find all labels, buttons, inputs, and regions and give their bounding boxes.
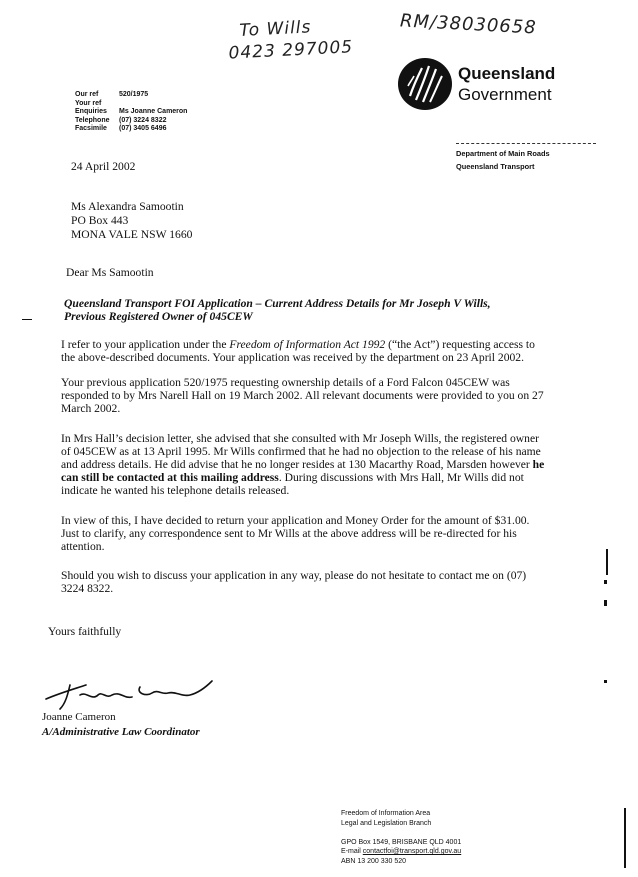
- handwritten-note-line1: To Wills: [238, 17, 312, 42]
- reference-value: 520/1975: [119, 91, 149, 98]
- subject-line-1: Queensland Transport FOI Application – Current Address Details for Mr Joseph V Wills,: [64, 297, 491, 310]
- department-name: Department of Main Roads: [456, 149, 550, 158]
- signatory-name: Joanne Cameron: [42, 711, 116, 723]
- closing: Yours faithfully: [48, 625, 122, 638]
- letter-date: 24 April 2002: [71, 160, 136, 173]
- reference-label: Your ref: [75, 99, 102, 107]
- footer-area: Freedom of Information Area: [341, 810, 431, 817]
- reference-row: [75, 100, 187, 109]
- signature-mark: [40, 673, 220, 713]
- paragraph-1-end: (“the Act”) requesting access to the above-described documents. Your application was received by the department on 23 April 2002.: [61, 338, 535, 364]
- footer-email-row: [341, 847, 461, 857]
- reference-value: (07) 3224 8322: [119, 116, 167, 124]
- paragraph-3-start: In Mrs Hall’s decision letter, she advised that she consulted with Mr Joseph Wills, the registered owner of 045CEW as at 13 April 1995. Mr Wills confirmed that he had no objection to the release of his name and address details. He did advise that he no longer resides at 130 Macarthy Road, Marsden however: [61, 432, 541, 471]
- margin-mark-right-5: [624, 808, 626, 868]
- paragraph-3-end: . During discussions with Mrs Hall, Mr Wills did not indicate he wanted his telephone details released.: [61, 471, 524, 497]
- margin-mark-right-4: [604, 680, 607, 683]
- reference-label: Our ref: [75, 91, 99, 98]
- reference-row: [75, 91, 187, 100]
- footer-block: [341, 809, 461, 867]
- footer-branch: Legal and Legislation Branch: [341, 819, 432, 827]
- reference-label: Facsimile: [75, 125, 107, 133]
- paragraph-4: In view of this, I have decided to return your application and Money Order for the amount of $31.00. Just to clarify, any correspondence sent to Mr Wills at the above address will be re-directed for his attention.: [61, 514, 530, 553]
- margin-mark-right-2: [604, 580, 607, 584]
- paragraph-1: [61, 338, 549, 364]
- signatory-title: A/Administrative Law Coordinator: [42, 726, 200, 738]
- reference-row: [75, 125, 187, 134]
- reference-label: Telephone: [75, 116, 110, 124]
- subject-line: [64, 297, 564, 323]
- recipient-name: Ms Alexandra Samootin: [71, 200, 184, 213]
- handwritten-note-line2: 0423 297005: [228, 37, 354, 64]
- department-rule: [456, 143, 596, 144]
- handwritten-note: [227, 14, 369, 63]
- reference-label: Enquiries: [75, 108, 107, 116]
- margin-mark-right-1: [606, 549, 608, 575]
- logo-government: Government: [458, 85, 552, 104]
- handwritten-file-number: RM/38030658: [399, 10, 538, 39]
- footer-email-label: E-mail: [341, 848, 363, 856]
- department-block: [456, 149, 550, 171]
- reference-value: Ms Joanne Cameron: [119, 108, 188, 116]
- subject-line-2: Previous Registered Owner of 045CEW: [64, 310, 253, 323]
- department-agency: Queensland Transport: [456, 162, 535, 171]
- reference-row: [75, 117, 187, 126]
- reference-value: (07) 3405 6496: [119, 125, 167, 133]
- salutation: Dear Ms Samootin: [66, 266, 154, 279]
- paragraph-1-act: Freedom of Information Act 1992: [229, 338, 386, 351]
- recipient-box: PO Box 443: [71, 214, 129, 227]
- paragraph-3-bold: he can still be contacted at this mailing address: [61, 458, 545, 484]
- footer-abn: ABN 13 200 330 520: [341, 858, 406, 866]
- reference-block: [75, 91, 187, 134]
- qld-government-logo: [396, 56, 576, 112]
- qld-crest-icon: [396, 56, 456, 112]
- paragraph-3: [61, 432, 549, 497]
- margin-mark-left: [22, 319, 32, 320]
- reference-row: [75, 108, 187, 117]
- paragraph-1-start: I refer to your application under the: [61, 338, 230, 351]
- paragraph-2: Your previous application 520/1975 requesting ownership details of a Ford Falcon 045CEW was responded to by Mrs Narell Hall on 19 March 2002. All relevant documents were provided to you on 27 March 2002.: [61, 376, 544, 415]
- footer-email-link[interactable]: contactfoi@transport.qld.gov.au: [362, 848, 462, 856]
- recipient-address: [71, 200, 192, 242]
- paragraph-5: Should you wish to discuss your application in any way, please do not hesitate to contact me on (07) 3224 8322.: [61, 569, 527, 595]
- logo-queensland: Queensland: [458, 64, 556, 83]
- footer-postal: GPO Box 1549, BRISBANE QLD 4001: [341, 838, 462, 846]
- recipient-locality: MONA VALE NSW 1660: [71, 228, 193, 241]
- margin-mark-right-3: [604, 600, 607, 606]
